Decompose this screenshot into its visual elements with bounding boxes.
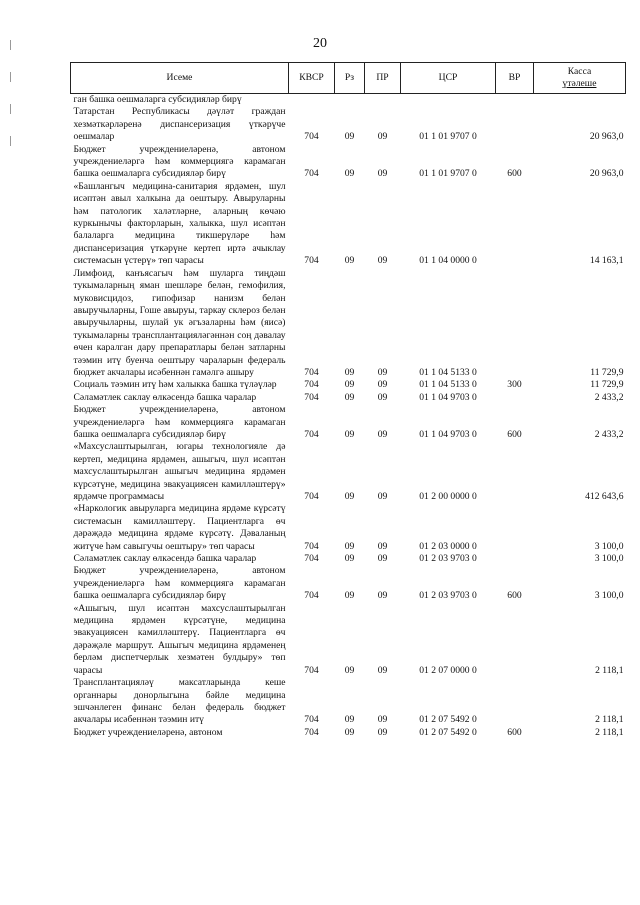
- row-name: Бюджет учреждениеләренә, автоном учреждениеләргә һәм коммерциягә карамаган башка оешмаларга субсидияләр бирү: [73, 404, 286, 440]
- row-rz: 09: [344, 428, 355, 440]
- row-name: «Наркологик авыруларга медицина ярдәме күрсәтү системасын камилләштерү. Пациентларга өч дәрәҗәдә медицина ярдәме күрсәтү. Дәваланың житүче һәм савыгучы оештыру» төп чарасы: [73, 503, 286, 552]
- row-sum: 3 100,0: [594, 540, 624, 552]
- row-pr: 09: [377, 366, 388, 378]
- row-kvsr: 704: [304, 590, 319, 602]
- row-csr: 01 1 04 5133 0: [419, 379, 477, 391]
- row-name: ган башка оешмаларга субсидияләр бирү: [73, 94, 242, 105]
- row-kvsr: 704: [304, 491, 319, 502]
- row-sum: 412 643,6: [585, 491, 624, 502]
- row-vr: [496, 268, 534, 380]
- row-csr: 01 1 04 9703 0: [419, 391, 477, 403]
- row-name: Бюджет учреждениеләренә, автоном учреждениеләргә һәм коммерциягә карамаган башка оешмаларга субсидияләр бирү: [73, 565, 286, 602]
- row-kvsr: [289, 94, 335, 107]
- row-sum: 11 729,9: [590, 366, 624, 378]
- row-sum: 2 118,1: [595, 726, 624, 738]
- row-name: «Махсуслаштырылган, югары технологияле дә кертеп, медицина ярдәмен, ашыгыч, шул исәптән махсуслаштырылган ашыгыч медицина ярдәмен күрсәтүне, медицина эвакуациясен камилләштерү» ярдәмче программасы: [73, 441, 286, 502]
- row-kvsr: 704: [304, 255, 319, 267]
- row-vr: [496, 392, 534, 404]
- table-row: [71, 503, 626, 553]
- row-vr: [496, 106, 534, 143]
- margin-marks: [10, 40, 12, 180]
- row-pr: 09: [377, 726, 388, 738]
- header-sum-line2: үтәлеше: [562, 78, 597, 89]
- row-name: «Башлангыч медицина-санитария ярдәмен, шул исәптән авыл халкына да оештыру. Авыруларны һәм патологик халәтләрне, аларның көчәю куркынычы факторларын, халыкка, шул исәптән балаларга медицина тикшерүләре һәм диспансеризация үткәрүне кертеп иртә ачыклау системасын үстерү» төп чарасы: [73, 180, 286, 267]
- row-vr: 300: [507, 379, 522, 391]
- row-csr: 01 2 07 5492 0: [419, 726, 477, 738]
- row-pr: 09: [377, 714, 388, 726]
- row-kvsr: 704: [304, 131, 319, 143]
- header-sum-line1: Касса: [567, 66, 592, 77]
- row-pr: 09: [377, 131, 388, 143]
- row-pr: 09: [377, 491, 388, 502]
- row-kvsr: 704: [304, 714, 319, 726]
- row-rz: 09: [344, 553, 355, 565]
- row-kvsr: 704: [304, 379, 319, 391]
- row-sum: 11 729,9: [590, 379, 624, 391]
- row-kvsr: 704: [304, 168, 319, 180]
- row-csr: 01 2 07 5492 0: [419, 714, 477, 726]
- row-name: Бюджет учреждениеләренә, автоном: [73, 726, 223, 738]
- row-name: Сәламәтлек саклау өлкәсендә башка чаралар: [73, 553, 257, 565]
- table-row: [71, 677, 626, 727]
- row-rz: 09: [344, 726, 355, 738]
- row-name: Лимфоид, канъясагыч һәм шуларга тиңдәш тукымаларның яман шешләре белән, гемофилия, муковисцидоз, гипофизар нанизм белән авыручыларны, Гоше авыруы, таркау склероз белән авыручыларны, шулай ук әгъзаларны һәм (яисә) тукымаларны трансплантацияләгәннән соң дәвалау өчен каралган дару препаратлары белән затларны тәэмин итү буенча оештыру чараларын федераль бюджет акчалары исәбеннән гамәлгә ашыру: [73, 267, 286, 378]
- table-row: [71, 404, 626, 441]
- table-row: [71, 268, 626, 380]
- table-row: [71, 553, 626, 565]
- header-rz: Рз: [335, 63, 365, 94]
- row-kvsr: 704: [304, 391, 319, 403]
- row-pr: 09: [377, 590, 388, 602]
- row-rz: 09: [344, 391, 355, 403]
- row-name: Трансплантацияләү максатларында кеше органнары донорлыгына бәйле медицина эшчәнлеген финанс белән федераль бюджет акчалары исәбеннән тәэмин итү: [73, 677, 286, 726]
- row-csr: 01 2 03 9703 0: [419, 553, 477, 565]
- row-name: Бюджет учреждениеләренә, автоном учреждениеләргә һәм коммерциягә карамаган башка оешмаларга субсидияләр бирү: [73, 143, 286, 180]
- row-name: Сәламәтлек саклау өлкәсендә башка чаралар: [73, 391, 257, 403]
- row-sum: [534, 94, 626, 107]
- row-csr: 01 2 03 0000 0: [419, 540, 477, 552]
- table-row: [71, 106, 626, 143]
- table-row: [71, 441, 626, 503]
- header-sum: [534, 63, 626, 94]
- row-rz: 09: [344, 491, 355, 502]
- row-pr: 09: [377, 168, 388, 180]
- row-kvsr: 704: [304, 726, 319, 738]
- row-rz: 09: [344, 379, 355, 391]
- row-sum: 2 433,2: [594, 428, 624, 440]
- row-pr: [365, 94, 401, 107]
- row-sum: 2 118,1: [595, 714, 624, 726]
- row-vr: [496, 441, 534, 503]
- row-vr: [496, 553, 534, 565]
- row-vr: 600: [507, 726, 522, 738]
- table-row: [71, 603, 626, 677]
- row-rz: 09: [344, 714, 355, 726]
- row-rz: 09: [344, 590, 355, 602]
- row-csr: 01 1 01 9707 0: [419, 168, 477, 180]
- row-csr: 01 2 07 0000 0: [419, 664, 477, 676]
- row-kvsr: 704: [304, 664, 319, 676]
- row-name: Татарстан Республикасы дәүләт граждан хезмәткәрләренә диспансеризация үткәрүче оешмалар: [73, 106, 286, 143]
- row-sum: 20 963,0: [589, 131, 624, 143]
- row-sum: 2 433,2: [594, 391, 624, 403]
- row-vr: 600: [507, 590, 522, 602]
- row-vr: 600: [507, 428, 522, 440]
- row-vr: [496, 603, 534, 677]
- table-header: [71, 63, 626, 94]
- row-kvsr: 704: [304, 553, 319, 565]
- row-rz: 09: [344, 366, 355, 378]
- row-rz: 09: [344, 168, 355, 180]
- row-rz: [335, 94, 365, 107]
- table-row: [71, 392, 626, 404]
- row-pr: 09: [377, 664, 388, 676]
- row-csr: 01 1 04 5133 0: [419, 366, 477, 378]
- header-pr: ПР: [365, 63, 401, 94]
- row-rz: 09: [344, 255, 355, 267]
- row-sum: 3 100,0: [594, 553, 624, 565]
- header-csr: ЦСР: [401, 63, 496, 94]
- row-pr: 09: [377, 553, 388, 565]
- row-vr: [496, 503, 534, 553]
- row-csr: 01 1 04 0000 0: [419, 255, 477, 267]
- row-vr: 600: [507, 168, 522, 180]
- row-csr: 01 2 03 9703 0: [419, 590, 477, 602]
- row-csr: [401, 94, 496, 107]
- row-rz: 09: [344, 540, 355, 552]
- table-row: [71, 727, 626, 739]
- row-kvsr: 704: [304, 428, 319, 440]
- row-vr: [496, 677, 534, 727]
- row-csr: 01 2 00 0000 0: [419, 491, 477, 502]
- row-pr: 09: [377, 255, 388, 267]
- row-kvsr: 704: [304, 366, 319, 378]
- table-row: [71, 181, 626, 268]
- row-sum: 2 118,1: [595, 664, 624, 676]
- row-rz: 09: [344, 131, 355, 143]
- row-sum: 3 100,0: [594, 590, 624, 602]
- row-rz: 09: [344, 664, 355, 676]
- row-pr: 09: [377, 428, 388, 440]
- row-vr: [496, 181, 534, 268]
- row-pr: 09: [377, 391, 388, 403]
- row-name: Социаль тәэмин итү һәм халыкка башка түләүләр: [73, 379, 277, 391]
- row-pr: 09: [377, 540, 388, 552]
- header-name: Исеме: [71, 63, 289, 94]
- header-vr: ВР: [496, 63, 534, 94]
- table-row: [71, 94, 626, 107]
- table-row: [71, 565, 626, 602]
- row-sum: 14 163,1: [589, 255, 624, 267]
- table-body: [71, 94, 626, 740]
- page-number: 20: [313, 36, 327, 51]
- table-row: [71, 379, 626, 391]
- row-csr: 01 1 01 9707 0: [419, 131, 477, 143]
- row-csr: 01 1 04 9703 0: [419, 428, 477, 440]
- header-kvsr: КВСР: [289, 63, 335, 94]
- table-row: [71, 144, 626, 181]
- row-vr: [496, 94, 534, 107]
- row-pr: 09: [377, 379, 388, 391]
- budget-table: [70, 62, 626, 739]
- row-sum: 20 963,0: [589, 168, 624, 180]
- row-kvsr: 704: [304, 540, 319, 552]
- row-name: «Ашыгыч, шул исәптән махсуслаштырылган медицина ярдәмен күрсәтүне, медицина эвакуациясен камилләштерү. Пациентларга өч дәрәҗәле маршрут. Ашыгыч медицина ярдәменең берләм диспетчерлык хезмәтен булдыру» төп чарасы: [73, 602, 286, 676]
